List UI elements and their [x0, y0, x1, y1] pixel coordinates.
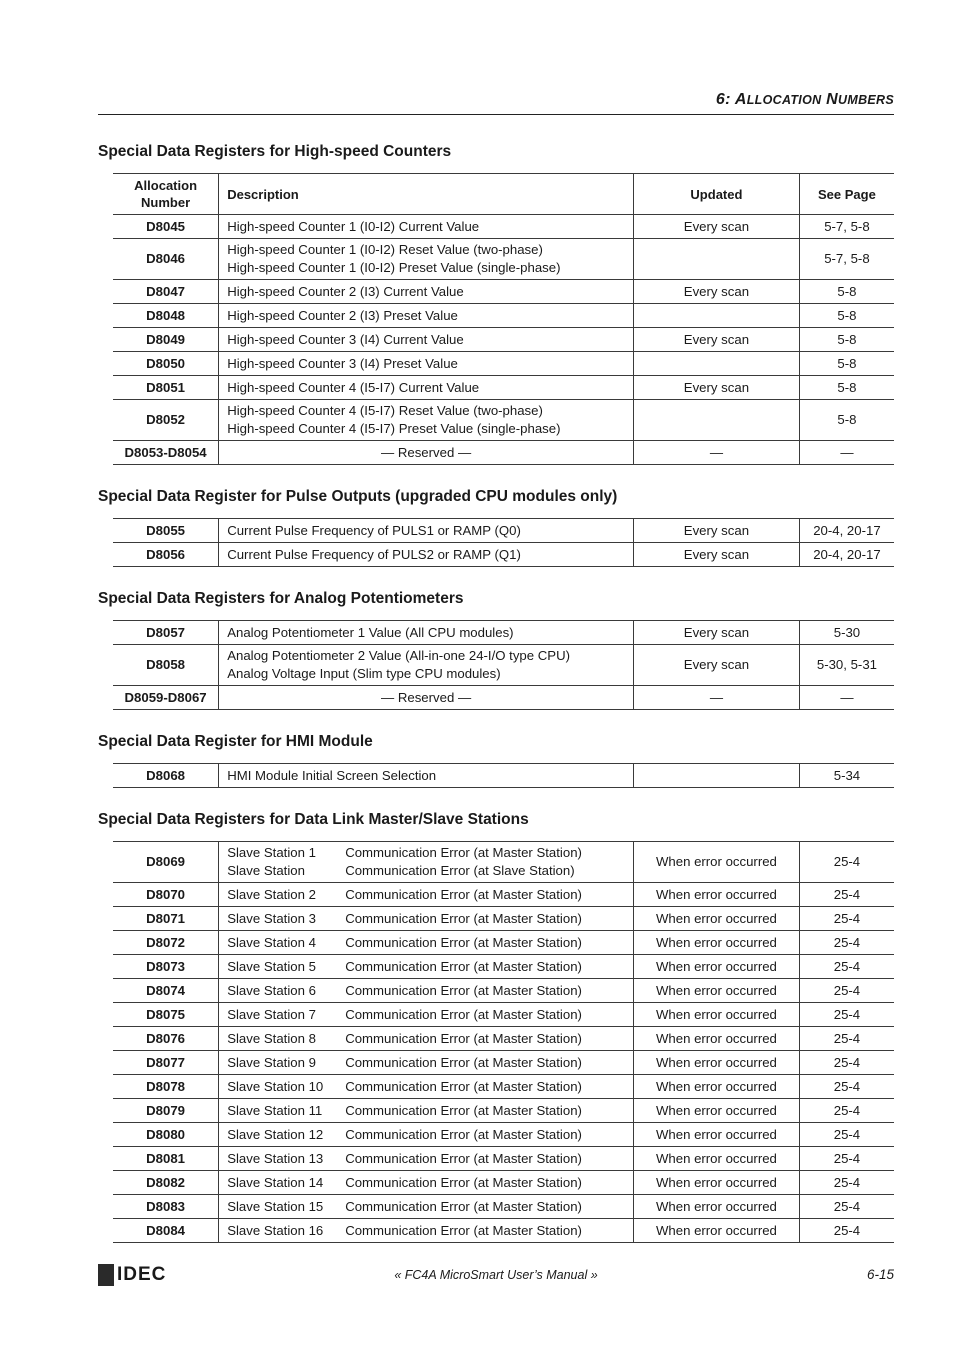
register-table [113, 763, 894, 788]
table-row [113, 519, 894, 543]
allocation-number: D8047 [113, 280, 219, 304]
updated-cell: When error occurred [633, 1219, 799, 1243]
description-cell [219, 842, 634, 883]
error-description: Communication Error (at Master Station) [345, 1126, 582, 1142]
table-row [113, 842, 894, 883]
section-title: Special Data Register for Pulse Outputs (upgraded CPU modules only) [98, 488, 618, 505]
allocation-number: D8080 [113, 1123, 219, 1147]
description-cell [219, 1123, 634, 1147]
allocation-number: D8073 [113, 955, 219, 979]
column-header: Description [219, 174, 634, 215]
page-number: 6-15 [866, 1267, 894, 1282]
updated-cell: When error occurred [633, 1123, 799, 1147]
table-row [113, 686, 894, 710]
table-row [113, 543, 894, 567]
updated-cell [633, 304, 799, 328]
description-cell [219, 239, 634, 280]
description-cell [219, 979, 634, 1003]
error-description: Communication Error (at Master Station) [345, 934, 582, 950]
description-line: High-speed Counter 4 (I5-I7) Preset Value (single-phase) [227, 421, 561, 436]
description-cell [219, 931, 634, 955]
description-line: High-speed Counter 4 (I5-I7) Reset Value (two-phase) [227, 403, 543, 418]
error-description: Communication Error (at Master Station) [345, 958, 582, 974]
description-line: Current Pulse Frequency of PULS2 or RAMP (Q1) [227, 546, 521, 562]
see-page-cell: 25-4 [799, 1195, 894, 1219]
updated-cell: When error occurred [633, 883, 799, 907]
table-row [113, 907, 894, 931]
error-description: Communication Error (at Master Station) [345, 1078, 582, 1094]
description-cell [219, 1147, 634, 1171]
see-page-cell: 20-4, 20-17 [799, 543, 894, 567]
allocation-number: D8074 [113, 979, 219, 1003]
slave-station: Slave Station 7 [227, 1006, 316, 1022]
slave-line [227, 844, 625, 862]
slave-station: Slave Station 5 [227, 958, 316, 974]
table-row [113, 645, 894, 686]
see-page-cell: 20-4, 20-17 [799, 519, 894, 543]
allocation-number: D8068 [113, 764, 219, 788]
error-description: Communication Error (at Master Station) [345, 1198, 582, 1214]
description-cell [219, 215, 634, 239]
table-row [113, 621, 894, 645]
description-cell [219, 955, 634, 979]
see-page-cell: — [799, 441, 894, 465]
slave-station: Slave Station 2 [227, 886, 316, 902]
updated-cell: Every scan [633, 376, 799, 400]
description-cell [219, 376, 634, 400]
slave-station: Slave Station 10 [227, 1078, 324, 1094]
description-cell [219, 1003, 634, 1027]
slave-line [227, 862, 625, 880]
slave-line [227, 1150, 625, 1168]
table-row [113, 1051, 894, 1075]
slave-line [227, 1174, 625, 1192]
slave-line [227, 1222, 625, 1240]
allocation-number: D8058 [113, 645, 219, 686]
description-cell [219, 883, 634, 907]
description-cell [219, 907, 634, 931]
error-description: Communication Error (at Master Station) [345, 1102, 582, 1118]
header-rule [98, 114, 894, 115]
description-cell [219, 519, 634, 543]
table-row [113, 441, 894, 465]
allocation-number: D8046 [113, 239, 219, 280]
allocation-number: D8078 [113, 1075, 219, 1099]
allocation-number: D8082 [113, 1171, 219, 1195]
section-title: Special Data Registers for Analog Potentiometers [98, 590, 464, 607]
updated-cell: Every scan [633, 621, 799, 645]
description-line: High-speed Counter 1 (I0-I2) Current Value [227, 218, 480, 234]
table-row [113, 328, 894, 352]
description-line: Analog Potentiometer 2 Value (All-in-one 24-I/O type CPU) [227, 648, 570, 663]
updated-cell: — [633, 441, 799, 465]
see-page-cell: 25-4 [799, 1075, 894, 1099]
table-row [113, 1219, 894, 1243]
table-row [113, 352, 894, 376]
see-page-cell: 25-4 [799, 883, 894, 907]
see-page-cell: 25-4 [799, 955, 894, 979]
slave-station: Slave Station 16 [227, 1222, 324, 1238]
see-page-cell: 25-4 [799, 842, 894, 883]
description-cell [219, 328, 634, 352]
allocation-number: D8069 [113, 842, 219, 883]
manual-title: « FC4A MicroSmart User’s Manual » [394, 1268, 598, 1282]
description-cell [219, 304, 634, 328]
allocation-number: D8075 [113, 1003, 219, 1027]
section-title: Special Data Registers for High-speed Counters [98, 143, 452, 160]
slave-line [227, 1078, 625, 1096]
description-line: High-speed Counter 3 (I4) Preset Value [227, 355, 458, 371]
chapter-title-part: N [821, 91, 839, 108]
updated-cell: When error occurred [633, 955, 799, 979]
allocation-number: D8048 [113, 304, 219, 328]
slave-station: Slave Station 11 [227, 1102, 323, 1118]
description-cell [219, 441, 634, 465]
updated-cell [633, 764, 799, 788]
allocation-number: D8072 [113, 931, 219, 955]
description-line: High-speed Counter 2 (I3) Current Value [227, 283, 464, 299]
slave-line [227, 886, 625, 904]
allocation-number: D8084 [113, 1219, 219, 1243]
slave-station: Slave Station 6 [227, 982, 316, 998]
updated-cell: When error occurred [633, 1195, 799, 1219]
table-row [113, 931, 894, 955]
description-cell [219, 764, 634, 788]
allocation-number: D8051 [113, 376, 219, 400]
updated-cell: Every scan [633, 645, 799, 686]
see-page-cell: 5-8 [799, 304, 894, 328]
updated-cell: When error occurred [633, 979, 799, 1003]
allocation-number: D8083 [113, 1195, 219, 1219]
table-row [113, 304, 894, 328]
error-description: Communication Error (at Master Station) [345, 1150, 582, 1166]
see-page-cell: 25-4 [799, 907, 894, 931]
see-page-cell: 5-8 [799, 280, 894, 304]
see-page-cell: 5-30 [799, 621, 894, 645]
allocation-number: D8077 [113, 1051, 219, 1075]
slave-station: Slave Station 8 [227, 1030, 316, 1046]
updated-cell: Every scan [633, 519, 799, 543]
allocation-number: D8071 [113, 907, 219, 931]
table-row [113, 883, 894, 907]
chapter-title-part: 6: A [715, 91, 747, 108]
allocation-number: D8070 [113, 883, 219, 907]
description-cell [219, 1099, 634, 1123]
slave-line [227, 1030, 625, 1048]
table-row [113, 979, 894, 1003]
register-table [113, 173, 894, 465]
slave-station: Slave Station 9 [227, 1054, 316, 1070]
updated-cell [633, 352, 799, 376]
slave-station: Slave Station 1 [227, 845, 316, 860]
description-line: High-speed Counter 4 (I5-I7) Current Value [227, 379, 480, 395]
table-row [113, 400, 894, 441]
see-page-cell: 25-4 [799, 1219, 894, 1243]
updated-cell: When error occurred [633, 931, 799, 955]
table-row [113, 1171, 894, 1195]
table-row [113, 1099, 894, 1123]
description-cell [219, 280, 634, 304]
description-cell [219, 621, 634, 645]
slave-line [227, 1054, 625, 1072]
see-page-cell: 5-8 [799, 352, 894, 376]
table-row [113, 1147, 894, 1171]
table-header-row [113, 174, 894, 215]
error-description: Communication Error (at Master Station) [345, 1054, 582, 1070]
updated-cell: When error occurred [633, 1051, 799, 1075]
allocation-number: D8079 [113, 1099, 219, 1123]
updated-cell: When error occurred [633, 1099, 799, 1123]
updated-cell [633, 239, 799, 280]
table-row [113, 1075, 894, 1099]
description-line: Analog Voltage Input (Slim type CPU modules) [227, 666, 501, 681]
see-page-cell: 25-4 [799, 1099, 894, 1123]
register-table [113, 620, 894, 710]
slave-station: Slave Station 14 [227, 1174, 324, 1190]
table-row [113, 764, 894, 788]
register-table [113, 518, 894, 567]
slave-station: Slave Station 12 [227, 1126, 324, 1142]
allocation-number: D8057 [113, 621, 219, 645]
logo-text: IDEC [117, 1264, 167, 1285]
column-header: Updated [633, 174, 799, 215]
see-page-cell: 5-7, 5-8 [799, 215, 894, 239]
description-line: High-speed Counter 2 (I3) Preset Value [227, 307, 458, 323]
description-line: High-speed Counter 1 (I0-I2) Reset Value (two-phase) [227, 242, 543, 257]
allocation-number: D8052 [113, 400, 219, 441]
updated-cell: When error occurred [633, 907, 799, 931]
slave-station: Slave Station [227, 863, 305, 878]
slave-line [227, 910, 625, 928]
see-page-cell: 5-8 [799, 376, 894, 400]
table-row [113, 215, 894, 239]
updated-cell [633, 400, 799, 441]
updated-cell: When error occurred [633, 1171, 799, 1195]
error-description: Communication Error (at Master Station) [345, 886, 582, 902]
description-cell [219, 400, 634, 441]
see-page-cell: 25-4 [799, 931, 894, 955]
updated-cell: When error occurred [633, 1147, 799, 1171]
column-header: See Page [799, 174, 894, 215]
error-description: Communication Error (at Master Station) [345, 1030, 582, 1046]
see-page-cell: 5-7, 5-8 [799, 239, 894, 280]
error-description: Communication Error (at Master Station) [345, 982, 582, 998]
section-title: Special Data Register for HMI Module [98, 733, 373, 750]
slave-line [227, 1126, 625, 1144]
slave-line [227, 1006, 625, 1024]
slave-line [227, 1198, 625, 1216]
section-title: Special Data Registers for Data Link Master/Slave Stations [98, 811, 529, 828]
allocation-number: D8053-D8054 [113, 441, 219, 465]
table-row [113, 1123, 894, 1147]
description-cell [219, 543, 634, 567]
see-page-cell: 25-4 [799, 1003, 894, 1027]
allocation-number: D8050 [113, 352, 219, 376]
error-description: Communication Error (at Master Station) [345, 845, 582, 860]
description-cell [219, 1027, 634, 1051]
slave-station: Slave Station 3 [227, 910, 316, 926]
updated-cell: — [633, 686, 799, 710]
page-footer [98, 1264, 894, 1288]
updated-cell: Every scan [633, 328, 799, 352]
updated-cell: Every scan [633, 543, 799, 567]
see-page-cell: 25-4 [799, 979, 894, 1003]
table-row [113, 1027, 894, 1051]
slave-station: Slave Station 15 [227, 1198, 324, 1214]
table-row [113, 1195, 894, 1219]
allocation-number: D8055 [113, 519, 219, 543]
slave-line [227, 958, 625, 976]
description-cell [219, 1075, 634, 1099]
description-cell [219, 686, 634, 710]
table-row [113, 280, 894, 304]
see-page-cell: 25-4 [799, 1171, 894, 1195]
table-row [113, 1003, 894, 1027]
allocation-number: D8056 [113, 543, 219, 567]
description-cell [219, 1195, 634, 1219]
allocation-number: D8081 [113, 1147, 219, 1171]
updated-cell: Every scan [633, 215, 799, 239]
allocation-number: D8076 [113, 1027, 219, 1051]
chapter-title-part: UMBERS [838, 93, 894, 107]
allocation-number: D8049 [113, 328, 219, 352]
see-page-cell: 5-34 [799, 764, 894, 788]
updated-cell: Every scan [633, 280, 799, 304]
error-description: Communication Error (at Master Station) [345, 1006, 582, 1022]
table-row [113, 955, 894, 979]
description-cell [219, 1219, 634, 1243]
slave-line [227, 982, 625, 1000]
column-header: Allocation Number [113, 174, 219, 215]
allocation-number: D8045 [113, 215, 219, 239]
page-content [98, 142, 894, 1265]
table-row [113, 239, 894, 280]
description-line: Analog Potentiometer 1 Value (All CPU modules) [227, 624, 514, 640]
description-cell [219, 1171, 634, 1195]
description-cell [219, 645, 634, 686]
slave-station: Slave Station 4 [227, 934, 316, 950]
see-page-cell: 25-4 [799, 1147, 894, 1171]
updated-cell: When error occurred [633, 1027, 799, 1051]
error-description: Communication Error (at Master Station) [345, 1222, 582, 1238]
error-description: Communication Error (at Master Station) [345, 910, 582, 926]
chapter-title [716, 91, 894, 109]
description-line: High-speed Counter 3 (I4) Current Value [227, 331, 464, 347]
see-page-cell: 25-4 [799, 1027, 894, 1051]
see-page-cell: 25-4 [799, 1051, 894, 1075]
description-line: — Reserved — [381, 444, 472, 460]
see-page-cell: 5-30, 5-31 [799, 645, 894, 686]
error-description: Communication Error (at Master Station) [345, 1174, 582, 1190]
updated-cell: When error occurred [633, 1075, 799, 1099]
updated-cell: When error occurred [633, 1003, 799, 1027]
description-cell [219, 352, 634, 376]
description-line: HMI Module Initial Screen Selection [227, 767, 437, 783]
see-page-cell: 5-8 [799, 328, 894, 352]
slave-line [227, 1102, 625, 1120]
table-row [113, 376, 894, 400]
allocation-number: D8059-D8067 [113, 686, 219, 710]
see-page-cell: — [799, 686, 894, 710]
see-page-cell: 5-8 [799, 400, 894, 441]
chapter-title-part: LLOCATION [746, 93, 822, 107]
description-line: High-speed Counter 1 (I0-I2) Preset Value (single-phase) [227, 260, 561, 275]
description-line: — Reserved — [381, 689, 472, 705]
slave-line [227, 934, 625, 952]
slave-station: Slave Station 13 [227, 1150, 324, 1166]
see-page-cell: 25-4 [799, 1123, 894, 1147]
description-line: Current Pulse Frequency of PULS1 or RAMP (Q0) [227, 522, 521, 538]
description-cell [219, 1051, 634, 1075]
updated-cell: When error occurred [633, 842, 799, 883]
error-description: Communication Error (at Slave Station) [345, 863, 575, 878]
register-table [113, 841, 894, 1243]
